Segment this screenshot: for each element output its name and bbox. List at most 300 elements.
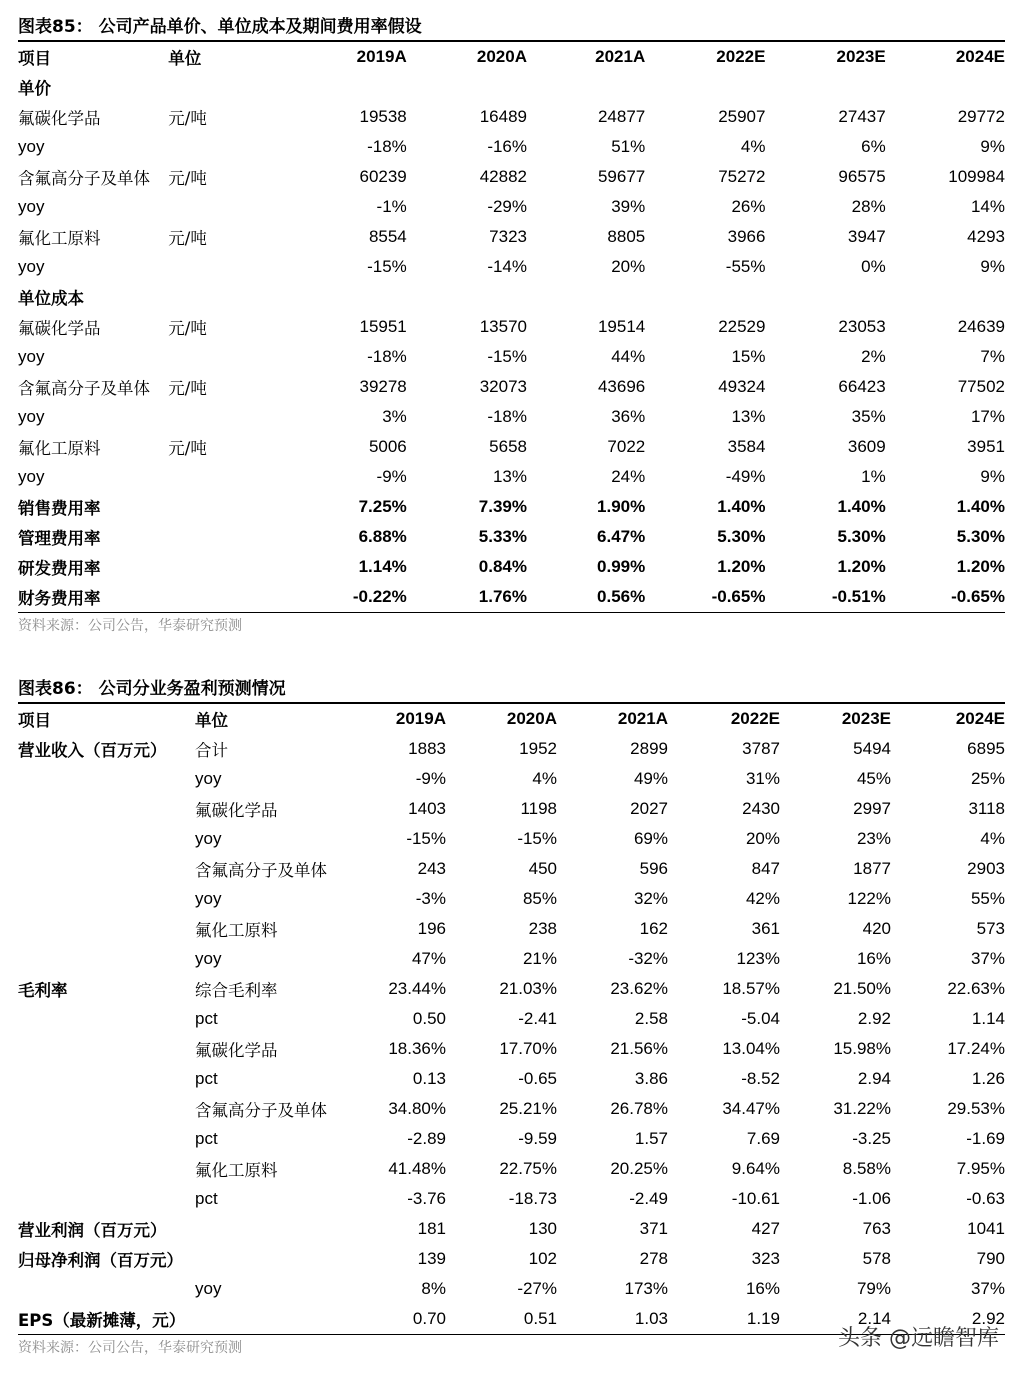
table-cell: 39% [611, 197, 646, 216]
table-cell: 1.20% [956, 557, 1005, 576]
table-cell: 13% [731, 407, 766, 426]
table85-title: 图表85： 公司产品单价、单位成本及期间费用率假设 [18, 12, 1005, 42]
row-label: 归母净利润（百万元） [18, 1251, 183, 1270]
column-header: 2019A [356, 47, 407, 66]
table-cell: 1877 [853, 859, 891, 878]
table-cell: 1403 [408, 799, 446, 818]
table-cell: 9% [980, 257, 1005, 276]
table-cell: -9.59 [518, 1129, 557, 1148]
table-cell: 7.69 [746, 1129, 780, 1148]
table-cell: -32% [628, 949, 668, 968]
table-cell: 2430 [742, 799, 780, 818]
table-cell: -0.51% [765, 582, 885, 613]
table-cell: 1.40% [956, 497, 1005, 516]
table-cell: 44% [611, 347, 646, 366]
row-label [18, 1274, 195, 1304]
table-cell: 578 [862, 1249, 891, 1268]
table-cell: -9% [376, 467, 407, 486]
table-cell: 31.22% [833, 1099, 891, 1118]
table-cell: 23.62% [610, 979, 668, 998]
table-cell: 122% [847, 889, 891, 908]
watermark: 头条 @远瞻智库 [838, 1326, 999, 1351]
table-cell: 18.57% [722, 979, 780, 998]
table-cell: 16% [745, 1279, 780, 1298]
table-cell: 109984 [948, 167, 1005, 186]
table-row [18, 1184, 1005, 1214]
table-row [18, 432, 1005, 462]
table-row [18, 1034, 1005, 1064]
table-row [18, 1214, 1005, 1244]
table-cell: 21% [522, 949, 557, 968]
table-cell: 0.51 [446, 1304, 557, 1335]
table-cell: 323 [751, 1249, 780, 1268]
table-cell: 25.21% [499, 1099, 557, 1118]
table-cell: 20% [745, 829, 780, 848]
table-cell: 0.84% [478, 557, 527, 576]
table-cell: 238 [528, 919, 557, 938]
table-cell: 66423 [838, 377, 886, 396]
table-cell: 13.04% [722, 1039, 780, 1058]
table-cell: 2903 [967, 859, 1005, 878]
table-cell: 13% [492, 467, 527, 486]
table-cell: 31% [745, 769, 780, 788]
row-label: 氟化工原料 [18, 229, 101, 248]
row-unit: yoy [195, 1279, 222, 1298]
row-unit [168, 492, 248, 522]
row-unit [168, 282, 248, 312]
table-cell: 85% [522, 889, 557, 908]
table-cell: 22.75% [499, 1159, 557, 1178]
table-row [18, 974, 1005, 1004]
row-unit: pct [195, 1009, 218, 1028]
row-label [18, 1034, 195, 1064]
row-unit [168, 582, 248, 613]
table-row [18, 192, 1005, 222]
column-header: 项目 [18, 49, 51, 68]
table-cell: 19538 [359, 107, 407, 126]
table-cell: 1% [861, 467, 886, 486]
table-cell: 14% [970, 197, 1005, 216]
row-unit [168, 402, 248, 432]
row-unit [168, 462, 248, 492]
table-cell: 9.64% [731, 1159, 780, 1178]
column-header: 2020A [506, 709, 557, 728]
header-row [18, 704, 1005, 734]
column-header: 2024E [955, 47, 1005, 66]
row-label [18, 764, 195, 794]
table-cell: 9% [980, 137, 1005, 156]
table-row [18, 72, 1005, 102]
row-label [18, 1154, 195, 1184]
table-cell: -0.65% [886, 582, 1005, 613]
table-cell [645, 282, 765, 312]
table-cell: -15% [487, 347, 527, 366]
table-cell: 5.30% [837, 527, 886, 546]
table-cell: 22529 [718, 317, 766, 336]
table-cell: 2027 [630, 799, 668, 818]
column-header: 2023E [841, 709, 891, 728]
table-cell: 130 [528, 1219, 557, 1238]
row-unit: yoy [195, 769, 222, 788]
row-label [18, 1124, 195, 1154]
table-cell: 18.36% [388, 1039, 446, 1058]
table-cell: 181 [417, 1219, 446, 1238]
table-cell: 173% [624, 1279, 668, 1298]
table-cell: 34.47% [722, 1099, 780, 1118]
table-cell: 2.14 [780, 1304, 891, 1335]
row-unit [168, 252, 248, 282]
row-unit: pct [195, 1069, 218, 1088]
table-cell: 79% [856, 1279, 891, 1298]
table-cell: 25% [970, 769, 1005, 788]
table-cell: 1.90% [597, 497, 646, 516]
table-cell: 5658 [489, 437, 527, 456]
row-unit [168, 342, 248, 372]
table-cell [527, 72, 645, 102]
table85 [18, 42, 1005, 613]
table-cell: 32% [633, 889, 668, 908]
table-cell: 15951 [359, 317, 407, 336]
row-unit: pct [195, 1129, 218, 1148]
table-cell: 36% [611, 407, 646, 426]
table-cell: 47% [411, 949, 446, 968]
table-cell: 8.58% [842, 1159, 891, 1178]
table-cell: -10.61 [731, 1189, 780, 1208]
table-cell: 427 [751, 1219, 780, 1238]
row-unit [168, 132, 248, 162]
table-cell [886, 282, 1005, 312]
table-cell: -18% [487, 407, 527, 426]
table-cell: -0.63 [966, 1189, 1005, 1208]
table-cell: 2% [861, 347, 886, 366]
table-cell: 21.56% [610, 1039, 668, 1058]
column-header: 2024E [955, 709, 1005, 728]
table-cell: 15.98% [833, 1039, 891, 1058]
row-label: EPS（最新摊薄，元） [18, 1304, 195, 1335]
table-row [18, 1244, 1005, 1274]
table-cell [527, 282, 645, 312]
table-cell: 17% [970, 407, 1005, 426]
table-cell: 5.33% [478, 527, 527, 546]
table-cell: -8.52 [741, 1069, 780, 1088]
row-label [18, 854, 195, 884]
table-cell: 1883 [408, 739, 446, 758]
row-label [18, 944, 195, 974]
table-cell [765, 282, 885, 312]
table-cell [248, 282, 406, 312]
table85-source: 资料来源：公司公告，华泰研究预测 [18, 618, 242, 634]
row-label: 氟碳化学品 [18, 319, 101, 338]
table-cell: -27% [517, 1279, 557, 1298]
table-cell [248, 72, 406, 102]
table-cell: 96575 [838, 167, 886, 186]
table-cell: 29772 [957, 107, 1005, 126]
table86-source: 资料来源：公司公告，华泰研究预测 [18, 1340, 242, 1356]
table-cell: 1952 [519, 739, 557, 758]
table-cell: 450 [528, 859, 557, 878]
row-label: yoy [18, 347, 45, 366]
row-label: yoy [18, 257, 45, 276]
table-cell: -2.41 [518, 1009, 557, 1028]
table-row [18, 492, 1005, 522]
row-unit: yoy [195, 949, 222, 968]
row-label: 单价 [18, 79, 51, 98]
table-row [18, 1124, 1005, 1154]
table-cell: 23053 [838, 317, 886, 336]
header-row [18, 42, 1005, 72]
table-row [18, 1094, 1005, 1124]
table85-section [18, 12, 1005, 639]
table-cell: 596 [639, 859, 668, 878]
table-cell: 3118 [968, 799, 1005, 818]
row-label: 氟碳化学品 [18, 109, 101, 128]
table-cell: 123% [736, 949, 780, 968]
row-unit: yoy [195, 829, 222, 848]
table-cell [407, 72, 527, 102]
table-row [18, 102, 1005, 132]
table-cell: -9% [415, 769, 446, 788]
table-row [18, 522, 1005, 552]
table-cell: 24639 [957, 317, 1005, 336]
table-row [18, 1064, 1005, 1094]
table-cell [765, 72, 885, 102]
table86 [18, 704, 1005, 1335]
table-cell: 26.78% [610, 1099, 668, 1118]
table-cell: -49% [725, 467, 766, 486]
table-cell: -0.22% [248, 582, 406, 613]
row-unit [195, 1214, 355, 1244]
row-label [18, 824, 195, 854]
table-cell: 1198 [520, 799, 557, 818]
column-header: 2020A [476, 47, 527, 66]
table-cell: 1041 [967, 1219, 1005, 1238]
row-unit: 氟化工原料 [195, 921, 278, 940]
table-cell: 420 [862, 919, 891, 938]
table-cell: 45% [856, 769, 891, 788]
row-label [18, 884, 195, 914]
table-cell: 15% [731, 347, 766, 366]
table-row [18, 282, 1005, 312]
table86-section [18, 674, 1005, 1361]
table-cell: 0.13 [412, 1069, 446, 1088]
table-cell: 23.44% [388, 979, 446, 998]
row-label: yoy [18, 467, 45, 486]
table-cell: 28% [851, 197, 886, 216]
column-header: 2021A [617, 709, 668, 728]
table-cell: 3947 [847, 227, 886, 246]
table-cell: 32073 [479, 377, 527, 396]
row-unit: 元/吨 [168, 319, 207, 338]
table-row [18, 162, 1005, 192]
table-cell: 6.47% [597, 527, 646, 546]
column-header: 单位 [168, 49, 202, 68]
column-header: 项目 [18, 711, 51, 730]
table-cell: 5006 [368, 437, 407, 456]
column-header: 单位 [195, 711, 228, 730]
table-row [18, 582, 1005, 613]
table-cell: -2.49 [629, 1189, 668, 1208]
table-cell: 6% [861, 137, 886, 156]
table-cell: 42882 [479, 167, 527, 186]
row-label: 营业利润（百万元） [18, 1221, 167, 1240]
table-cell: 16489 [479, 107, 527, 126]
table-cell: 8% [421, 1279, 446, 1298]
table-cell: -1.06 [852, 1189, 891, 1208]
table-cell: 3% [382, 407, 407, 426]
table-cell: 139 [417, 1249, 446, 1268]
table-row [18, 1274, 1005, 1304]
table-cell: 0.99% [597, 557, 646, 576]
table-cell: -55% [725, 257, 766, 276]
table-cell: 19514 [597, 317, 646, 336]
table-cell: 2997 [853, 799, 891, 818]
table-cell: 4293 [967, 227, 1005, 246]
table-cell: 4% [532, 769, 557, 788]
table-cell: 17.70% [499, 1039, 557, 1058]
table-cell: 13570 [479, 317, 527, 336]
table-cell: 361 [751, 919, 780, 938]
row-label [18, 1184, 195, 1214]
table-row [18, 252, 1005, 282]
table-cell: 22.63% [947, 979, 1005, 998]
row-unit [168, 552, 248, 582]
table-cell: 41.48% [388, 1159, 446, 1178]
row-unit: pct [195, 1189, 218, 1208]
row-unit: 综合毛利率 [195, 981, 278, 1000]
table-row [18, 552, 1005, 582]
table-cell: 9% [980, 467, 1005, 486]
row-label [18, 914, 195, 944]
table-cell: -2.89 [407, 1129, 446, 1148]
row-label [18, 1004, 195, 1034]
table-cell: -0.65 [518, 1069, 557, 1088]
table-row [18, 372, 1005, 402]
table-cell: 2899 [630, 739, 668, 758]
table-cell: -3.76 [407, 1189, 446, 1208]
table-cell: 37% [970, 1279, 1005, 1298]
table-cell: 4% [980, 829, 1005, 848]
table-row [18, 222, 1005, 252]
table-row [18, 824, 1005, 854]
column-header: 2019A [395, 709, 446, 728]
table-cell: -18.73 [508, 1189, 557, 1208]
table-row [18, 944, 1005, 974]
table-cell: -1% [376, 197, 407, 216]
table-row [18, 764, 1005, 794]
table-cell: 2.94 [857, 1069, 891, 1088]
column-header: 2023E [836, 47, 886, 66]
table-cell: 59677 [597, 167, 646, 186]
table-cell: 763 [862, 1219, 891, 1238]
table-cell: 1.14 [971, 1009, 1005, 1028]
table-cell: 24877 [597, 107, 646, 126]
column-header: 2021A [595, 47, 646, 66]
table-cell: 21.03% [499, 979, 557, 998]
table-cell: 371 [639, 1219, 668, 1238]
row-label [18, 794, 195, 824]
table-cell: 7323 [489, 227, 527, 246]
table-row [18, 342, 1005, 372]
table-cell: 2.92 [891, 1304, 1005, 1335]
row-unit: 氟碳化学品 [195, 801, 278, 820]
row-label [18, 1064, 195, 1094]
table-cell: 37% [970, 949, 1005, 968]
table-cell: 7.25% [358, 497, 407, 516]
table-cell: 7% [980, 347, 1005, 366]
table-cell: 77502 [957, 377, 1005, 396]
table-cell: 3.86 [634, 1069, 668, 1088]
table-cell: 35% [851, 407, 886, 426]
table-cell: 43696 [597, 377, 646, 396]
table-cell: -15% [406, 829, 446, 848]
table-cell: -3.25 [852, 1129, 891, 1148]
table-cell: 243 [417, 859, 446, 878]
table-cell: 49% [633, 769, 668, 788]
table-row [18, 312, 1005, 342]
table-cell: 1.40% [717, 497, 766, 516]
row-unit [195, 1244, 355, 1274]
table-cell: 1.57 [634, 1129, 668, 1148]
row-unit: 含氟高分子及单体 [195, 1101, 327, 1120]
table-cell: 1.03 [557, 1304, 668, 1335]
row-label: 氟化工原料 [18, 439, 101, 458]
table-cell [886, 72, 1005, 102]
table-row [18, 734, 1005, 764]
table-cell: 3787 [742, 739, 780, 758]
table-cell: -1.69 [966, 1129, 1005, 1148]
table-cell: 5.30% [717, 527, 766, 546]
table-cell: -15% [367, 257, 407, 276]
table-cell: 34.80% [388, 1099, 446, 1118]
table-cell: -18% [367, 347, 407, 366]
row-label: 营业收入（百万元） [18, 741, 167, 760]
table-cell: 1.40% [837, 497, 886, 516]
table-cell: -18% [367, 137, 407, 156]
table-cell [407, 282, 527, 312]
row-unit [168, 192, 248, 222]
table-cell: -29% [487, 197, 527, 216]
table-row [18, 884, 1005, 914]
row-unit [168, 72, 248, 102]
table-cell: 25907 [718, 107, 766, 126]
row-unit: 氟碳化学品 [195, 1041, 278, 1060]
row-label: 管理费用率 [18, 529, 101, 548]
row-unit: 元/吨 [168, 109, 207, 128]
row-unit: 氟化工原料 [195, 1161, 278, 1180]
table-cell [645, 72, 765, 102]
table-cell: -5.04 [741, 1009, 780, 1028]
row-label: 财务费用率 [18, 582, 168, 613]
table-cell: 7.39% [478, 497, 527, 516]
table-cell: 51% [611, 137, 646, 156]
table-cell: 20% [611, 257, 646, 276]
table-cell: 7022 [607, 437, 646, 456]
table-cell: 102 [528, 1249, 557, 1268]
table-row [18, 462, 1005, 492]
table-cell: 2.58 [634, 1009, 668, 1028]
table-cell: 790 [976, 1249, 1005, 1268]
table-cell: 42% [745, 889, 780, 908]
table-cell: 26% [731, 197, 766, 216]
table-cell: 3966 [727, 227, 766, 246]
table-cell: 75272 [718, 167, 766, 186]
table-cell: 24% [611, 467, 646, 486]
table-cell: 1.76% [407, 582, 527, 613]
column-header: 2022E [730, 709, 780, 728]
table-cell: 3584 [727, 437, 766, 456]
table-cell: 8805 [607, 227, 646, 246]
table-cell: 55% [970, 889, 1005, 908]
